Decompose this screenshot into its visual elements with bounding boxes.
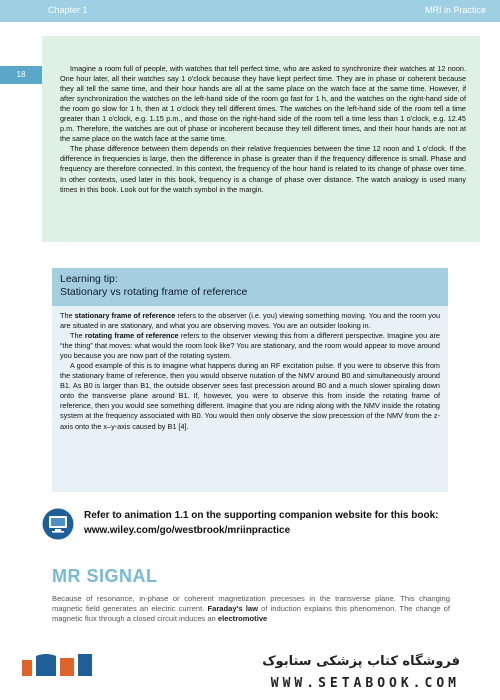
page-number: 18 [0, 66, 42, 84]
running-header [0, 0, 500, 22]
chapter-label: Chapter 1 [48, 5, 88, 15]
section-heading: MR SIGNAL [52, 566, 158, 586]
watermark-footer [0, 648, 500, 700]
book-title: MRI in Practice [424, 5, 486, 15]
monitor-icon [42, 508, 74, 540]
companion-website-callout [40, 506, 460, 546]
setabook-logo [18, 648, 96, 696]
tip-paragraph-3: A good example of this is to imagine what happens during an RF excitation pulse. If you were to observe this from the stationary frame of reference, then you would observe nutation of the NMV around B0 and simultaneously around B1. As B0 is larger than B1, the outside observer sees fast precession around B0 and a much slower spiraling down onto the transverse plane around B1. If, however, you were to observe this from inside the rotating frame of reference, then you would see something different. Imagine that you are riding along with the NMV inside the rotating system at the frequency associated with B0. You would then only observe the slow precession of the NMV from the z-axis onto the x–y-axis caused by B1 [4]. [60, 361, 440, 431]
learning-tip-body [52, 306, 448, 492]
learning-tip-header [52, 268, 448, 306]
callout-line-1: Refer to animation 1.1 on the supporting companion website for this book: [84, 510, 439, 521]
watch-analogy-box [42, 36, 480, 242]
companion-url-link[interactable]: www.wiley.com/go/westbrook/mriinpractice [84, 525, 291, 536]
tip-paragraph-1: The stationary frame of reference refers to the observer (i.e. you) viewing something moving. You and the room you are situated in are stationary, and what you are observing moves. You are an outsider looking in. [60, 311, 440, 331]
store-url[interactable]: WWW.SETABOOK.COM [270, 676, 460, 691]
tip-paragraph-2: The rotating frame of reference refers to the observer viewing this from a different perspective. Imagine you are “the thing” that moves: what would the room look like? You are stationary, and the room would appear to move around you because you are now part of the rotating system. [60, 331, 440, 361]
term-stationary: stationary frame of reference [74, 311, 176, 320]
term-rotating: rotating frame of reference [84, 331, 179, 341]
term-electromotive: electromotive [217, 614, 268, 624]
store-name: فروشگاه کتاب پزشکی ستابوک [262, 654, 460, 669]
term-faraday: Faraday's law [207, 604, 258, 614]
callout-text [84, 508, 438, 538]
section-body-text: Because of resonance, in-phase or coherent magnetization precesses in the transverse plane. This changing magnetic field generates an electric current. Faraday's law of induction explains this phenomenon. The change of magnetic flux through a closed circuit induces an electromotive [52, 594, 450, 624]
watch-paragraph-1: Imagine a room full of people, with watches that tell perfect time, who are asked to synchronize their watches at 12 noon. One hour later, all their watches say 1 o'clock because they have kept perfect time. They are in phase or coherent because they all tell the same time, and their hour hands are all at the same place on the watch face at the same time. However, if after synchronization the watches on the left-hand side of the room go fast for 1 h, and the watches on the right-hand side of the room go slow for 1 h, then at 1 o'clock they tell different times. The watches on the left-hand side of the room tell a time greater than 1 o'clock, e.g. 1.15 p.m., and those on the right-hand side of the room tell a time less than 1 o'clock, e.g. 12.45 p.m. Therefore, the watches are out of phase or incoherent because they tell different times, and their hour hands are not at the same place on the watch face at the same time. [60, 64, 466, 144]
watch-paragraph-2: The phase difference between them depends on their relative frequencies between the time 12 noon and 1 o'clock. If the difference in frequencies is large, then the difference in phase is greater than if the frequency difference is small. Phase and frequency are therefore connected. In this context, the frequency of the hour hand is related to its change of phase over time. In other contexts, used later in this book, frequency is a change of phase over distance. The watch analogy is used many times in this book. Look out for the watch symbol in the margin. [60, 144, 466, 194]
learning-tip-title: Stationary vs rotating frame of reference [60, 286, 248, 298]
learning-tip-label: Learning tip: [60, 273, 118, 285]
